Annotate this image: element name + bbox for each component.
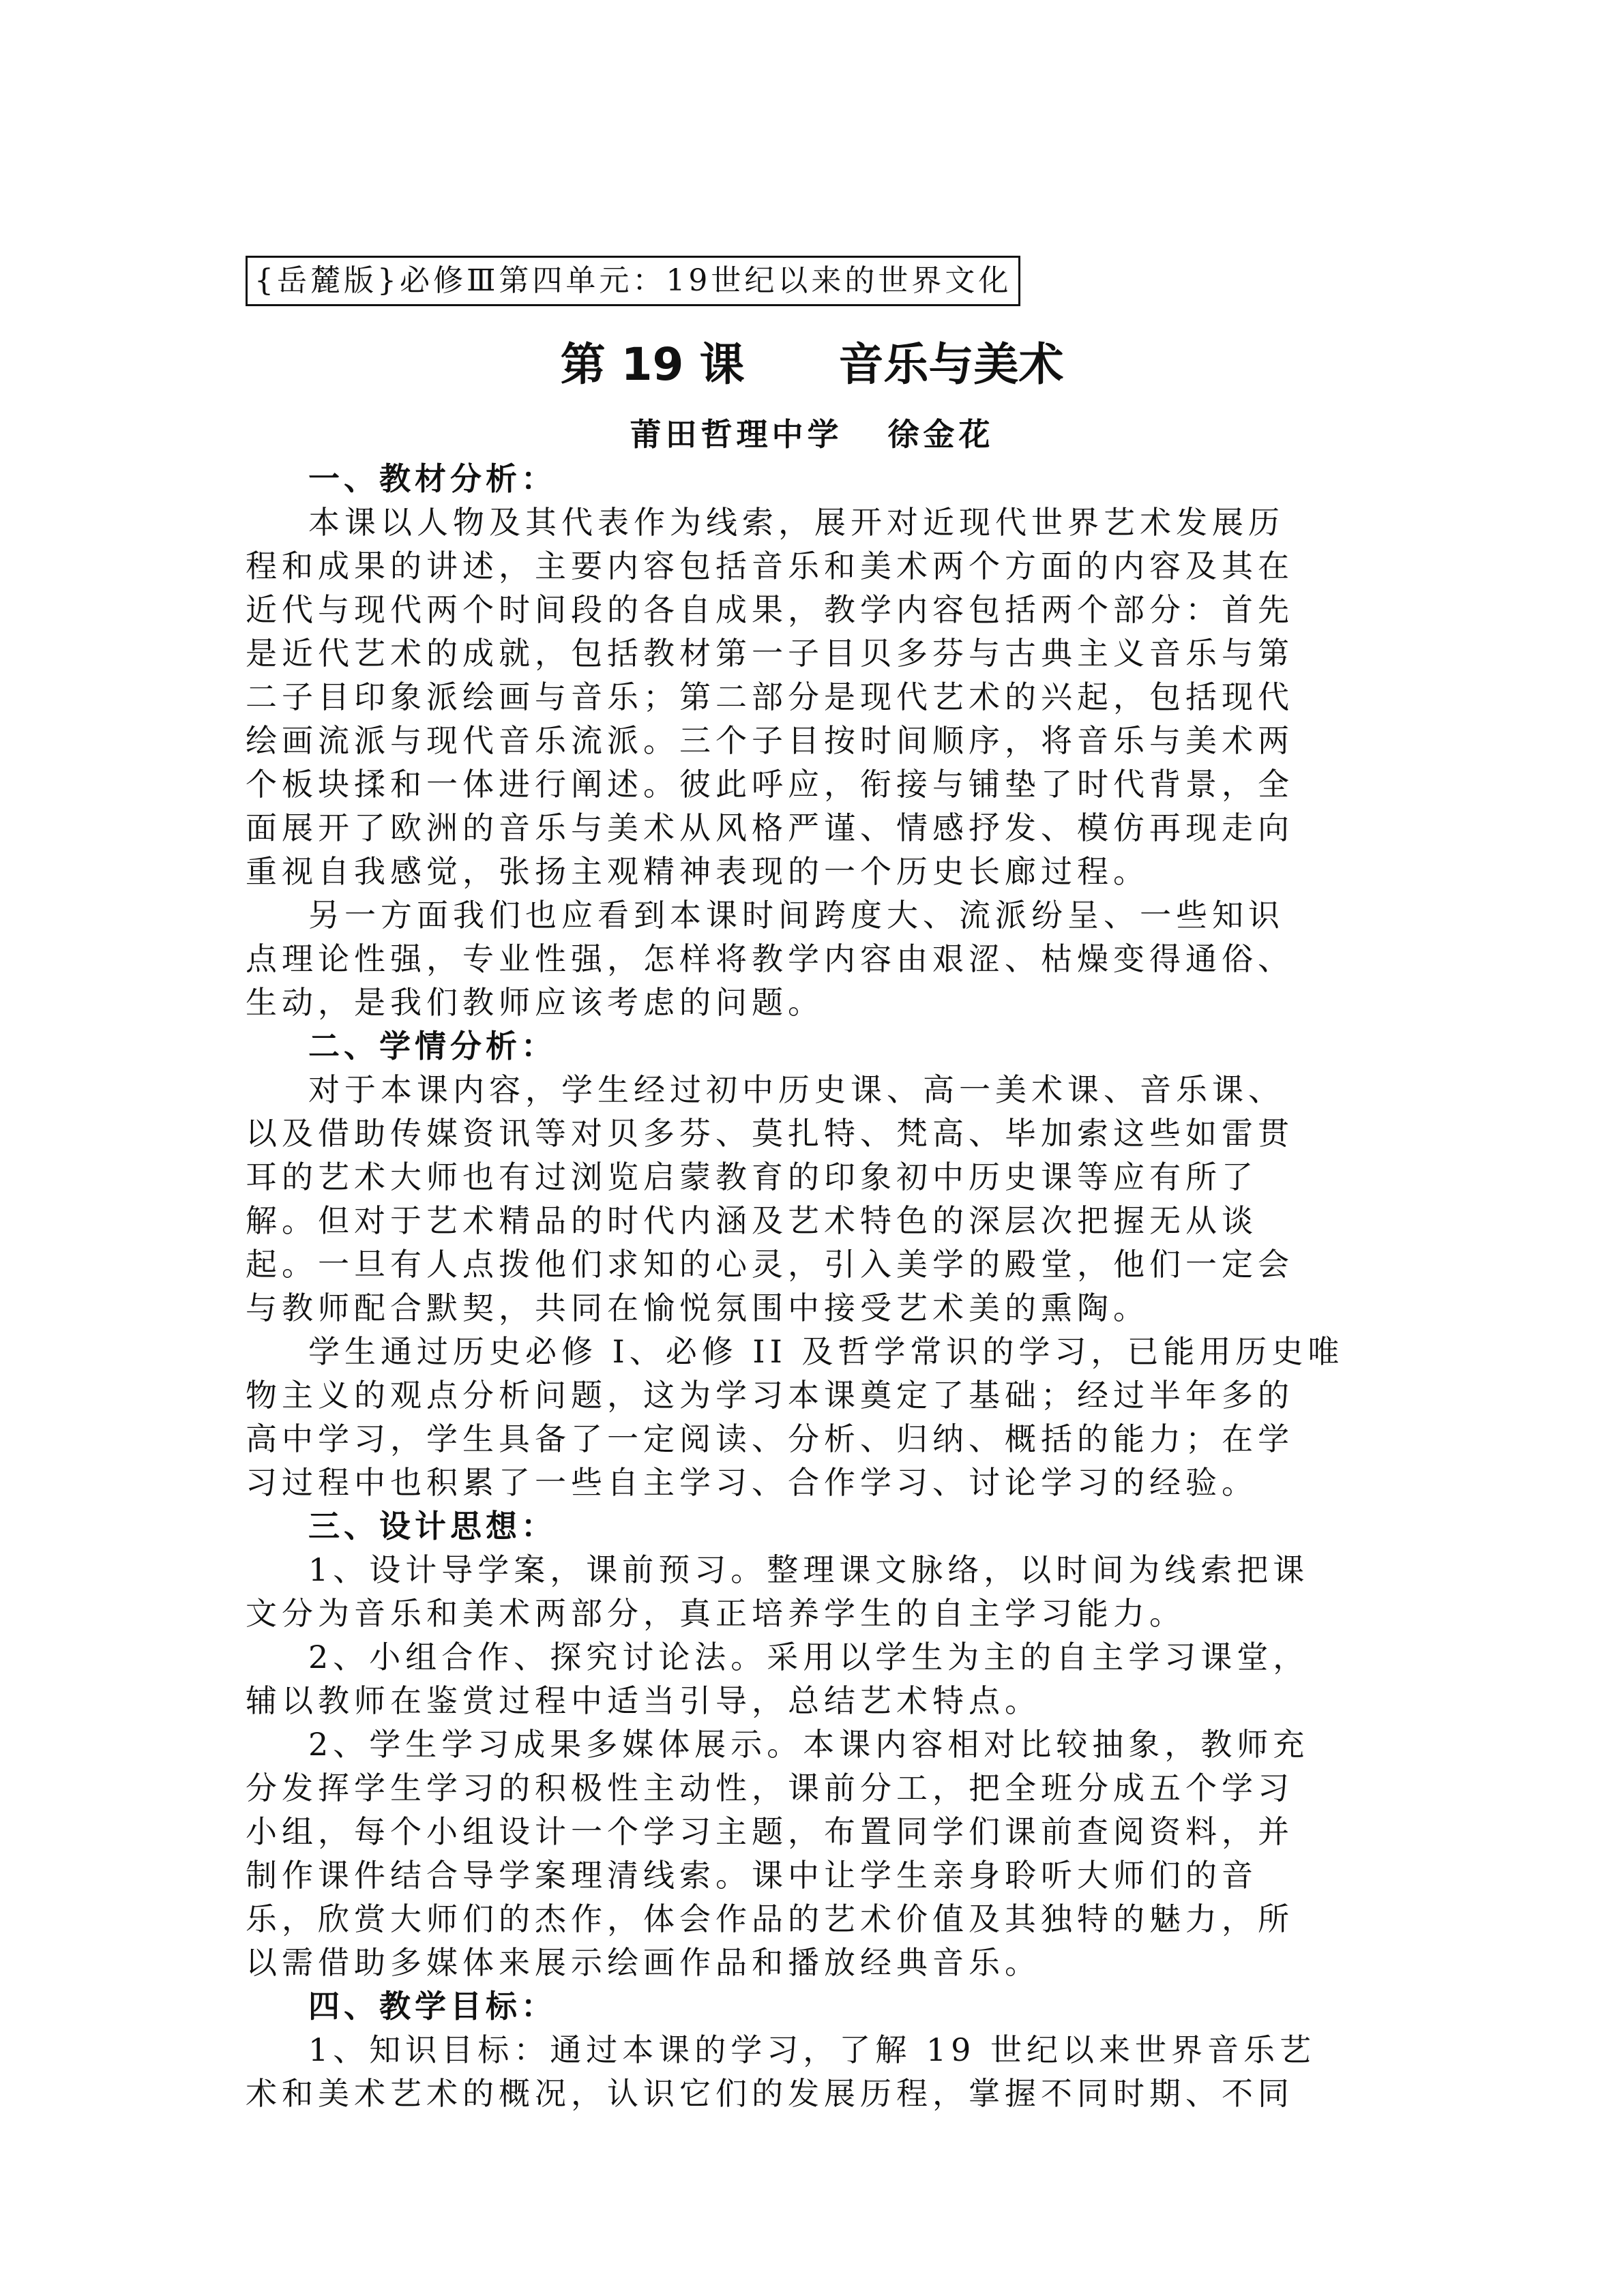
paragraph-line: 文分为音乐和美术两部分，真正培养学生的自主学习能力。 (246, 1595, 1185, 1632)
paragraph-line: 术和美术艺术的概况，认识它们的发展历程，掌握不同时期、不同 (246, 2075, 1294, 2112)
paragraph-line: 习过程中也积累了一些自主学习、合作学习、讨论学习的经验。 (246, 1464, 1258, 1501)
paragraph-line: 另一方面我们也应看到本课时间跨度大、流派纷呈、一些知识 (308, 897, 1284, 934)
section-heading: 二、学情分析： (308, 1028, 557, 1064)
paragraph-line: 辅以教师在鉴赏过程中适当引导，总结艺术特点。 (246, 1682, 1041, 1719)
paragraph-line: 1、知识目标：通过本课的学习，了解 19 世纪以来世界音乐艺 (308, 2031, 1316, 2068)
paragraph-line: 2、小组合作、探究讨论法。采用以学生为主的自主学习课堂， (308, 1639, 1310, 1675)
paragraph-line: 面展开了欧洲的音乐与美术从风格严谨、情感抒发、模仿再现走向 (246, 809, 1294, 846)
section-heading: 三、设计思想： (308, 1508, 557, 1545)
paragraph-line: 重视自我感觉，张扬主观精神表现的一个历史长廊过程。 (246, 853, 1149, 890)
paragraph-line: 制作课件结合导学案理清线索。课中让学生亲身聆听大师们的音 (246, 1857, 1258, 1894)
paragraph-line: 本课以人物及其代表作为线索，展开对近现代世界艺术发展历 (308, 504, 1284, 541)
paragraph-line: 小组，每个小组设计一个学习主题，布置同学们课前查阅资料，并 (246, 1813, 1294, 1850)
paragraph-line: 个板块揉和一体进行阐述。彼此呼应，衔接与铺垫了时代背景，全 (246, 766, 1294, 803)
paragraph-line: 绘画流派与现代音乐流派。三个子目按时间顺序，将音乐与美术两 (246, 722, 1294, 759)
paragraph-line: 乐，欣赏大师们的杰作，体会作品的艺术价值及其独特的魅力，所 (246, 1900, 1294, 1937)
paragraph-line: 解。但对于艺术精品的时代内涵及艺术特色的深层次把握无从谈 (246, 1202, 1258, 1239)
paragraph-line: 1、设计导学案，课前预习。整理课文脉络，以时间为线索把课 (308, 1551, 1310, 1588)
paragraph-line: 起。一旦有人点拨他们求知的心灵，引入美学的殿堂，他们一定会 (246, 1246, 1294, 1283)
author-line: 莆田哲理中学 徐金花 (630, 416, 994, 453)
paragraph-line: 物主义的观点分析问题，这为学习本课奠定了基础；经过半年多的 (246, 1377, 1294, 1414)
section-heading: 四、教学目标： (308, 1988, 557, 2025)
paragraph-line: 以及借助传媒资讯等对贝多芬、莫扎特、梵高、毕加索这些如雷贯 (246, 1115, 1294, 1152)
document-body (246, 457, 1364, 2115)
paragraph-line: 分发挥学生学习的积极性主动性，课前分工，把全班分成五个学习 (246, 1770, 1294, 1806)
paragraph-line: 学生通过历史必修 I、必修 II 及哲学常识的学习，已能用历史唯 (308, 1333, 1344, 1370)
lesson-title: 第 19 课 音乐与美术 (560, 338, 1064, 391)
section-heading: 一、教材分析： (308, 460, 557, 497)
unit-label: {岳麓版}必修Ⅲ第四单元：19世纪以来的世界文化 (246, 256, 1020, 306)
paragraph-line: 以需借助多媒体来展示绘画作品和播放经典音乐。 (246, 1944, 1041, 1981)
paragraph-line: 程和成果的讲述，主要内容包括音乐和美术两个方面的内容及其在 (246, 548, 1294, 584)
paragraph-line: 是近代艺术的成就，包括教材第一子目贝多芬与古典主义音乐与第 (246, 635, 1294, 672)
paragraph-line: 耳的艺术大师也有过浏览启蒙教育的印象初中历史课等应有所了 (246, 1159, 1258, 1195)
paragraph-line: 2、学生学习成果多媒体展示。本课内容相对比较抽象，教师充 (308, 1726, 1310, 1763)
paragraph-line: 高中学习，学生具备了一定阅读、分析、归纳、概括的能力；在学 (246, 1420, 1294, 1457)
paragraph-line: 二子目印象派绘画与音乐；第二部分是现代艺术的兴起，包括现代 (246, 679, 1294, 715)
paragraph-line: 对于本课内容，学生经过初中历史课、高一美术课、音乐课、 (308, 1071, 1284, 1108)
paragraph-line: 近代与现代两个时间段的各自成果，教学内容包括两个部分：首先 (246, 591, 1294, 628)
paragraph-line: 与教师配合默契，共同在愉悦氛围中接受艺术美的熏陶。 (246, 1289, 1149, 1326)
paragraph-line: 点理论性强，专业性强，怎样将教学内容由艰涩、枯燥变得通俗、 (246, 940, 1294, 977)
paragraph-line: 生动，是我们教师应该考虑的问题。 (246, 984, 824, 1021)
